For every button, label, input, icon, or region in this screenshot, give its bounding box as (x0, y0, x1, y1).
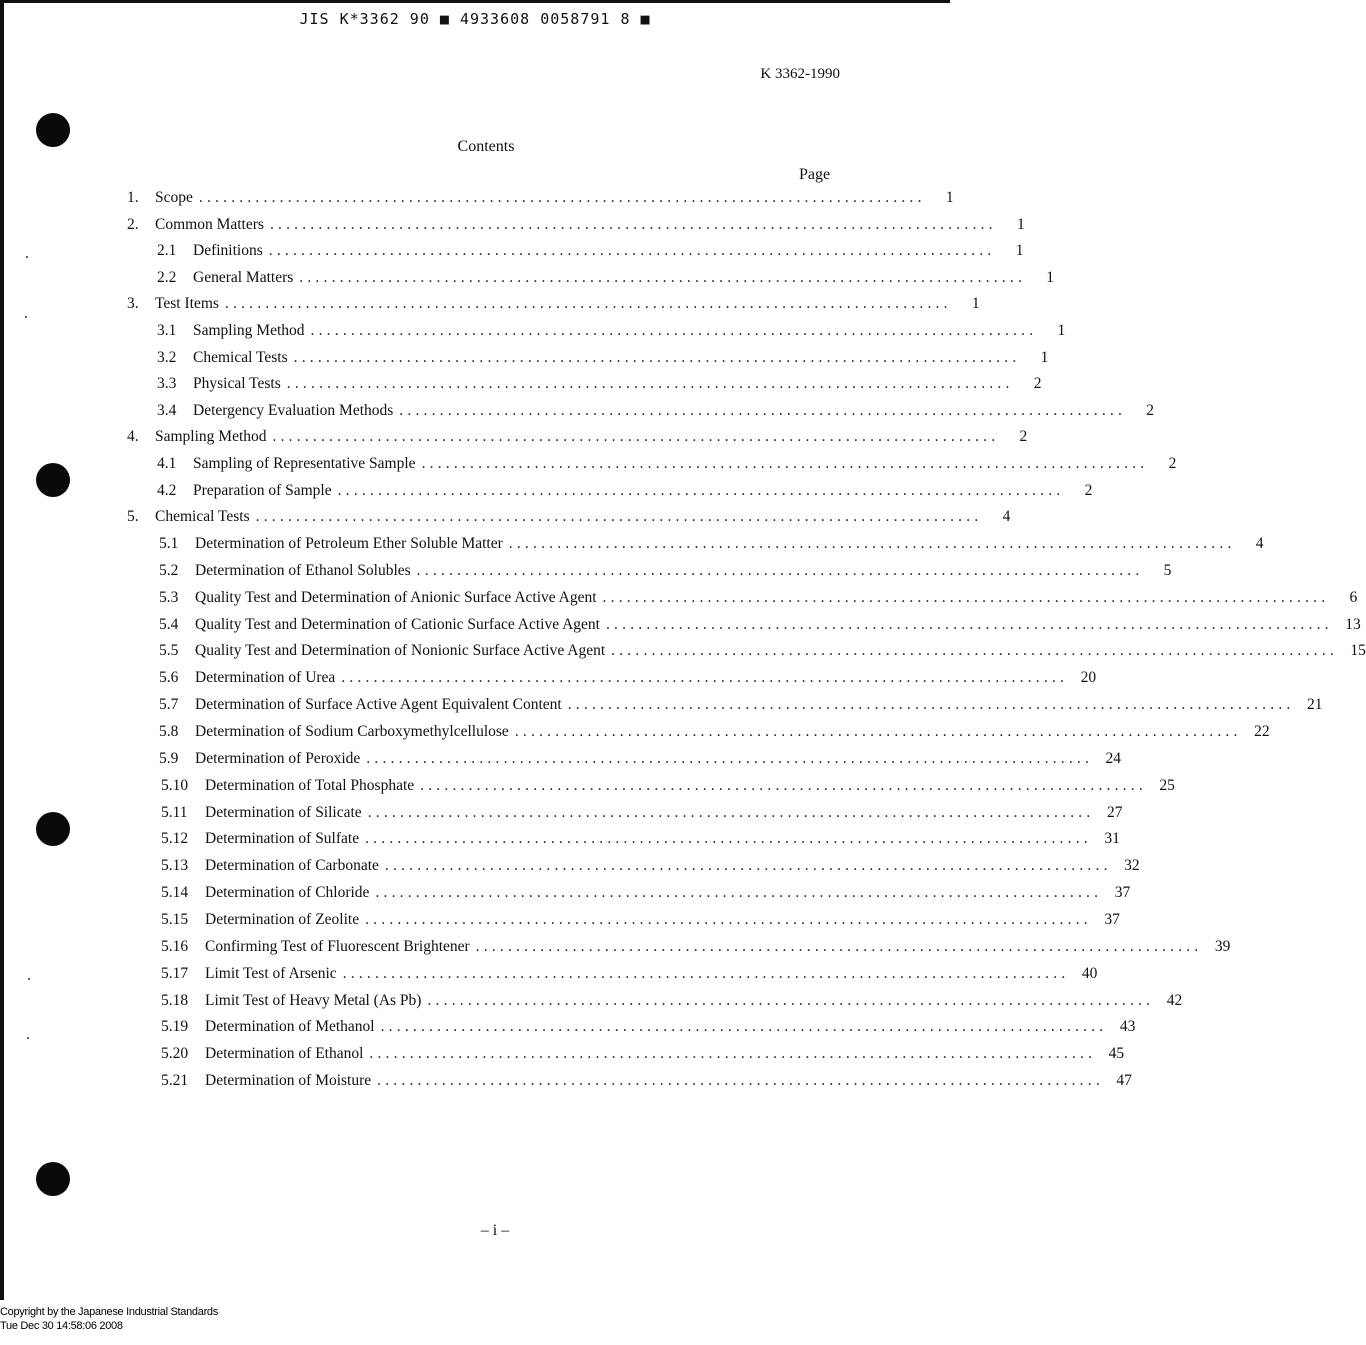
toc-entry[interactable] (161, 910, 1120, 933)
toc-entry-number: 2.2 (157, 268, 177, 286)
toc-entry[interactable] (161, 830, 1120, 852)
toc-dot-leader: .......................................................................................... (611, 642, 1338, 660)
toc-entry[interactable] (161, 1018, 1136, 1040)
toc-dot-leader: .......................................................................................... (269, 215, 997, 233)
toc-entry[interactable] (157, 455, 1177, 477)
toc-entry-number: 5.4 (159, 615, 179, 633)
toc-dot-leader: .......................................................................................... (337, 481, 1065, 499)
toc-entry[interactable] (159, 749, 1122, 772)
toc-entry-page: 2 (1168, 455, 1177, 472)
toc-entry-page: 1 (1040, 348, 1049, 366)
toc-entry-number: 5.11 (161, 803, 188, 821)
toc-entry-title: Determination of Petroleum Ether Soluble Matter (195, 535, 503, 553)
toc-entry-title: Determination of Silicate (205, 803, 362, 821)
toc-entry-title: Determination of Moisture (205, 1072, 372, 1090)
copyright-line: Copyright by the Japanese Industrial Standards (0, 1306, 218, 1318)
document-number: K 3362-1990 (760, 66, 840, 82)
toc-entry[interactable] (159, 696, 1323, 718)
toc-dot-leader: .......................................................................................... (365, 830, 1092, 848)
toc-entry-page: 37 (1104, 910, 1120, 928)
page-number: – i – (480, 1222, 510, 1239)
toc-dot-leader: .......................................................................................... (293, 348, 1021, 366)
toc-entry-title: Determination of Carbonate (205, 857, 379, 875)
contents-title: Contents (457, 138, 515, 155)
toc-entry[interactable] (127, 295, 980, 317)
toc-entry-title: Confirming Test of Fluorescent Brightener (205, 937, 470, 955)
toc-entry-title: General Matters (193, 268, 294, 286)
toc-entry-number: 5.16 (161, 937, 189, 955)
copyright-notice (0, 1305, 218, 1333)
toc-entry[interactable] (127, 189, 954, 211)
toc-entry-title: Determination of Ethanol Solubles (195, 561, 411, 579)
toc-entry-number: 5.19 (161, 1018, 189, 1036)
toc-entry-page: 4 (1002, 508, 1011, 526)
toc-entry-page: 24 (1105, 749, 1122, 767)
toc-entry[interactable] (161, 884, 1131, 906)
toc-entry-title: Determination of Sulfate (205, 830, 360, 848)
toc-entry-title: Limit Test of Heavy Metal (As Pb) (205, 991, 422, 1009)
punch-hole (36, 812, 70, 846)
toc-entry-number: 3.3 (157, 375, 177, 393)
toc-entry-number: 3. (127, 295, 139, 313)
toc-entry-title: Determination of Total Phosphate (205, 776, 415, 794)
toc-dot-leader: .......................................................................................... (341, 669, 1069, 687)
toc-entry-title: Determination of Surface Active Agent Equivalent Content (195, 696, 562, 714)
toc-entry-title: Determination of Zeolite (205, 910, 360, 928)
toc-entry-number: 2.1 (157, 242, 177, 260)
toc-entry[interactable] (161, 1045, 1125, 1067)
toc-entry-page: 32 (1124, 857, 1140, 875)
toc-entry[interactable] (157, 348, 1049, 371)
toc-entry-number: 5.3 (159, 588, 179, 606)
toc-dot-leader: .......................................................................................... (255, 508, 983, 526)
toc-entry[interactable] (159, 561, 1172, 584)
toc-entry-number: 3.2 (157, 348, 177, 366)
toc-entry-title: Preparation of Sample (193, 481, 332, 499)
toc-entry-page: 22 (1254, 723, 1270, 740)
toc-entry-page: 47 (1116, 1072, 1132, 1090)
scan-speck (27, 1037, 29, 1039)
toc-dot-leader: .......................................................................................... (268, 242, 996, 260)
toc-entry-page: 42 (1166, 991, 1183, 1009)
toc-entry-title: Test Items (155, 295, 219, 313)
toc-entry[interactable] (157, 242, 1024, 264)
toc-entry-title: Determination of Peroxide (195, 749, 361, 767)
toc-entry-number: 5.8 (159, 723, 179, 740)
scan-left-edge (0, 0, 4, 1300)
toc-dot-leader: .......................................................................................... (514, 723, 1242, 740)
toc-entry[interactable] (159, 615, 1361, 638)
toc-entry-title: Determination of Sodium Carboxymethylcellulose (195, 723, 509, 740)
toc-dot-leader: .......................................................................................... (384, 857, 1112, 875)
toc-entry-page: 2 (1033, 375, 1042, 393)
toc-entry-page: 25 (1159, 776, 1175, 794)
scan-speck (26, 256, 28, 258)
toc-entry-number: 5.18 (161, 991, 189, 1009)
toc-entry-page: 20 (1080, 669, 1097, 687)
toc-entry-page: 39 (1214, 937, 1231, 955)
toc-entry-page: 15 (1350, 642, 1366, 660)
toc-entry[interactable] (159, 535, 1264, 557)
toc-entry-number: 5. (127, 508, 139, 526)
toc-entry-number: 5.12 (161, 830, 189, 848)
toc-entry-page: 1 (1016, 215, 1025, 233)
toc-dot-leader: .......................................................................................... (421, 455, 1149, 472)
toc-dot-leader: .......................................................................................... (369, 1045, 1097, 1063)
toc-entry-number: 5.1 (159, 535, 179, 553)
toc-entry-title: Determination of Chloride (205, 884, 370, 902)
toc-entry-title: Detergency Evaluation Methods (193, 401, 394, 419)
toc-entry-page: 31 (1104, 830, 1120, 848)
toc-dot-leader: .......................................................................................... (508, 535, 1236, 553)
toc-entry-number: 5.17 (161, 964, 189, 982)
toc-entry[interactable] (127, 428, 1028, 450)
toc-entry-page: 40 (1081, 964, 1098, 982)
toc-entry[interactable] (161, 991, 1183, 1014)
toc-entry-number: 1. (127, 189, 139, 206)
toc-entry-number: 5.21 (161, 1072, 189, 1090)
toc-entry-page: 4 (1255, 535, 1264, 553)
toc-entry-page: 13 (1345, 615, 1361, 633)
toc-dot-leader: .......................................................................................... (605, 615, 1333, 633)
toc-entry-title: Limit Test of Arsenic (205, 964, 337, 982)
toc-entry-page: 2 (1146, 401, 1155, 419)
toc-entry[interactable] (157, 268, 1055, 291)
toc-entry-title: Chemical Tests (193, 348, 288, 366)
toc-entry-number: 5.2 (159, 561, 179, 579)
toc-dot-leader: .......................................................................................... (365, 910, 1092, 928)
toc-entry[interactable] (161, 937, 1231, 960)
toc-entry[interactable] (161, 803, 1123, 826)
toc-entry-title: Quality Test and Determination of Anionic Surface Active Agent (195, 588, 597, 606)
toc-entry-title: Determination of Urea (195, 669, 336, 687)
toc-dot-leader: .......................................................................................... (475, 937, 1203, 955)
toc-dot-leader: .......................................................................................... (602, 588, 1330, 606)
toc-dot-leader: .......................................................................................... (416, 561, 1144, 579)
toc-dot-leader: .......................................................................................... (427, 991, 1155, 1009)
toc-dot-leader: .......................................................................................... (366, 749, 1094, 767)
toc-entry-number: 4.1 (157, 455, 177, 472)
toc-entry-page: 1 (1015, 242, 1024, 260)
copyright-timestamp: Tue Dec 30 14:58:06 2008 (0, 1320, 123, 1332)
toc-dot-leader: .......................................................................................... (272, 428, 1000, 446)
toc-dot-leader: .......................................................................................... (380, 1018, 1108, 1036)
toc-entry[interactable] (157, 401, 1155, 424)
toc-entry-page: 1 (1046, 268, 1055, 286)
toc-entry-page: 21 (1306, 696, 1323, 714)
toc-entry-number: 5.15 (161, 910, 189, 928)
toc-entry-number: 4.2 (157, 481, 177, 499)
toc-entry-page: 5 (1163, 561, 1172, 579)
scan-top-edge (0, 0, 950, 3)
toc-entry-number: 5.20 (161, 1045, 189, 1063)
toc-entry-title: Scope (155, 189, 193, 206)
toc-entry-title: Quality Test and Determination of Nonionic Surface Active Agent (195, 642, 606, 660)
toc-dot-leader: .......................................................................................... (377, 1072, 1104, 1090)
toc-entry[interactable] (159, 642, 1366, 664)
scan-speck (25, 316, 27, 318)
toc-entry[interactable] (159, 669, 1097, 691)
toc-dot-leader: .......................................................................................... (420, 776, 1147, 794)
toc-entry-page: 1 (1057, 322, 1066, 339)
toc-entry[interactable] (127, 215, 1025, 238)
toc-entry-page: 1 (945, 189, 954, 206)
toc-entry-page: 1 (971, 295, 980, 313)
toc-entry-page: 6 (1349, 588, 1358, 606)
toc-entry-number: 5.5 (159, 642, 179, 660)
toc-entry[interactable] (161, 776, 1175, 799)
toc-entry-number: 3.4 (157, 401, 177, 419)
toc-entry[interactable] (159, 723, 1270, 745)
toc-entry[interactable] (161, 857, 1140, 879)
toc-dot-leader: .......................................................................................... (567, 696, 1295, 714)
toc-entry-number: 5.7 (159, 696, 179, 714)
toc-entry-title: Chemical Tests (155, 508, 250, 526)
toc-entry[interactable] (161, 1072, 1132, 1094)
toc-entry-title: Definitions (193, 242, 263, 260)
punch-hole (36, 463, 70, 497)
toc-entry-page: 37 (1114, 884, 1131, 902)
toc-entry[interactable] (157, 481, 1093, 504)
toc-dot-leader: .......................................................................................... (299, 268, 1027, 286)
toc-entry-title: Sampling Method (155, 428, 267, 446)
toc-dot-leader: .......................................................................................... (198, 189, 926, 206)
toc-entry-number: 4. (127, 428, 139, 446)
toc-entry[interactable] (127, 508, 1011, 530)
toc-entry-number: 5.13 (161, 857, 189, 875)
toc-entry-title: Physical Tests (193, 375, 281, 393)
toc-entry-number: 5.14 (161, 884, 189, 902)
toc-entry-page: 45 (1108, 1045, 1125, 1063)
toc-dot-leader: .......................................................................................... (375, 884, 1103, 902)
toc-entry-number: 5.6 (159, 669, 179, 687)
toc-entry-number: 3.1 (157, 322, 177, 339)
toc-entry-number: 2. (127, 215, 139, 233)
toc-entry[interactable] (161, 964, 1098, 987)
toc-entry-title: Quality Test and Determination of Cationic Surface Active Agent (195, 615, 600, 633)
toc-entry-number: 5.9 (159, 749, 179, 767)
toc-entry-page: 27 (1106, 803, 1123, 821)
toc-dot-leader: .......................................................................................... (399, 401, 1127, 419)
toc-entry[interactable] (157, 375, 1042, 397)
toc-entry[interactable] (159, 588, 1358, 611)
toc-dot-leader: .......................................................................................... (342, 964, 1070, 982)
toc-entry-page: 2 (1019, 428, 1028, 446)
toc-entry-page: 2 (1084, 481, 1093, 499)
toc-entry-title: Sampling Method (193, 322, 305, 339)
toc-entry[interactable] (157, 322, 1066, 344)
toc-entry-page: 43 (1119, 1018, 1136, 1036)
toc-entry-title: Determination of Ethanol (205, 1045, 364, 1063)
toc-dot-leader: .......................................................................................... (310, 322, 1038, 339)
toc-dot-leader: .......................................................................................... (367, 803, 1095, 821)
page-column-heading: Page (799, 166, 831, 183)
toc-entry-title: Common Matters (155, 215, 264, 233)
toc-entry-title: Determination of Methanol (205, 1018, 375, 1036)
toc-dot-leader: .......................................................................................... (224, 295, 952, 313)
punch-hole (36, 1162, 70, 1196)
toc-entry-number: 5.10 (161, 776, 189, 794)
toc-dot-leader: .......................................................................................... (286, 375, 1014, 393)
scan-speck (28, 978, 30, 980)
toc-entry-title: Sampling of Representative Sample (193, 455, 416, 472)
scan-code-header: JIS K*3362 90 ■ 4933608 0058791 8 ■ (299, 10, 651, 28)
